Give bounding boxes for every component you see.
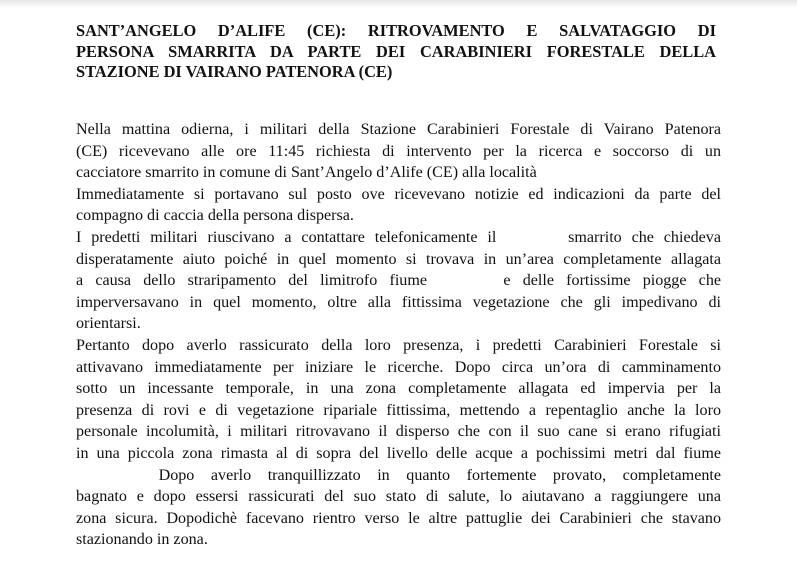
body-line: (CE) ricevevano alle ore 11:45 richiesta di intervento per la ricerca e soccorso di un: [76, 142, 721, 160]
title-line: SANT’ANGELO D’ALIFE (CE): RITROVAMENTO E SALVATAGGIO DI: [76, 21, 716, 40]
body-line: presenza di rovi e di vegetazione ripariale fittissima, mettendo a repentaglio anche la loro: [76, 401, 721, 419]
body-line: attivavano immediatamente per iniziare le ricerche. Dopo circa un’ora di camminamento: [76, 358, 721, 376]
body-line: [76, 227, 721, 249]
body-line-text: I predetti militari riuscivano a contattare telefonicamente il: [76, 228, 497, 246]
body-line: stazionando in zona.: [76, 531, 208, 549]
body-line: bagnato e dopo essersi rassicurati del suo stato di salute, lo aiutavano a raggiungere una: [76, 488, 721, 506]
body-line-text: cacciatore smarrito in comune di Sant’Angelo d’Alife (CE) alla località: [76, 164, 537, 182]
body-line: Immediatamente si portavano sul posto ove ricevevano notizie ed indicazioni da parte del: [76, 185, 721, 203]
body-line: [76, 465, 721, 487]
body-line: imperversavano in quel momento, oltre alla fittissima vegetazione che gli impedivano di: [76, 293, 721, 311]
article-title: [76, 21, 716, 83]
body-line-text: e delle fortissime piogge che: [503, 272, 722, 290]
body-line: zona sicura. Dopodichè facevano rientro verso le altre pattuglie dei Carabinieri che stavano: [76, 509, 721, 527]
body-line-text: smarrito che chiedeva: [568, 228, 721, 246]
body-line: personale incolumità, i militari ritrovavano il disperso che con il suo cane si erano rifugiati: [76, 423, 721, 441]
body-line: in una piccola zona rimasta al di sopra del livello delle acque a pochissimi metri dal fiume: [76, 444, 721, 462]
body-line: Nella mattina odierna, i militari della Stazione Carabinieri Forestale di Vairano Patenora: [76, 121, 721, 138]
body-line: disperatamente aiuto poiché in quel momento si trovava in un’area completamente allagata: [76, 250, 721, 268]
body-line-text: Dopo averlo tranquillizzato in quanto fortemente provato, completamente: [158, 466, 721, 484]
body-line-text: a causa dello straripamento del limitrofo fiume: [76, 272, 428, 290]
article-body: [76, 119, 721, 551]
body-line: sotto un incessante temporale, in una zona completamente allagata ed impervia per la: [76, 380, 721, 398]
title-line: STAZIONE DI VAIRANO PATENORA (CE): [76, 62, 393, 81]
body-line: [76, 162, 721, 184]
body-line: compagno di caccia della persona dispersa.: [76, 207, 354, 225]
body-line: orientarsi.: [76, 315, 141, 333]
title-line: PERSONA SMARRITA DA PARTE DEI CARABINIERI FORESTALE DELLA: [76, 41, 716, 61]
body-line: [76, 270, 721, 292]
body-line: Pertanto dopo averlo rassicurato della loro presenza, i predetti Carabinieri Forestale si: [76, 336, 721, 354]
